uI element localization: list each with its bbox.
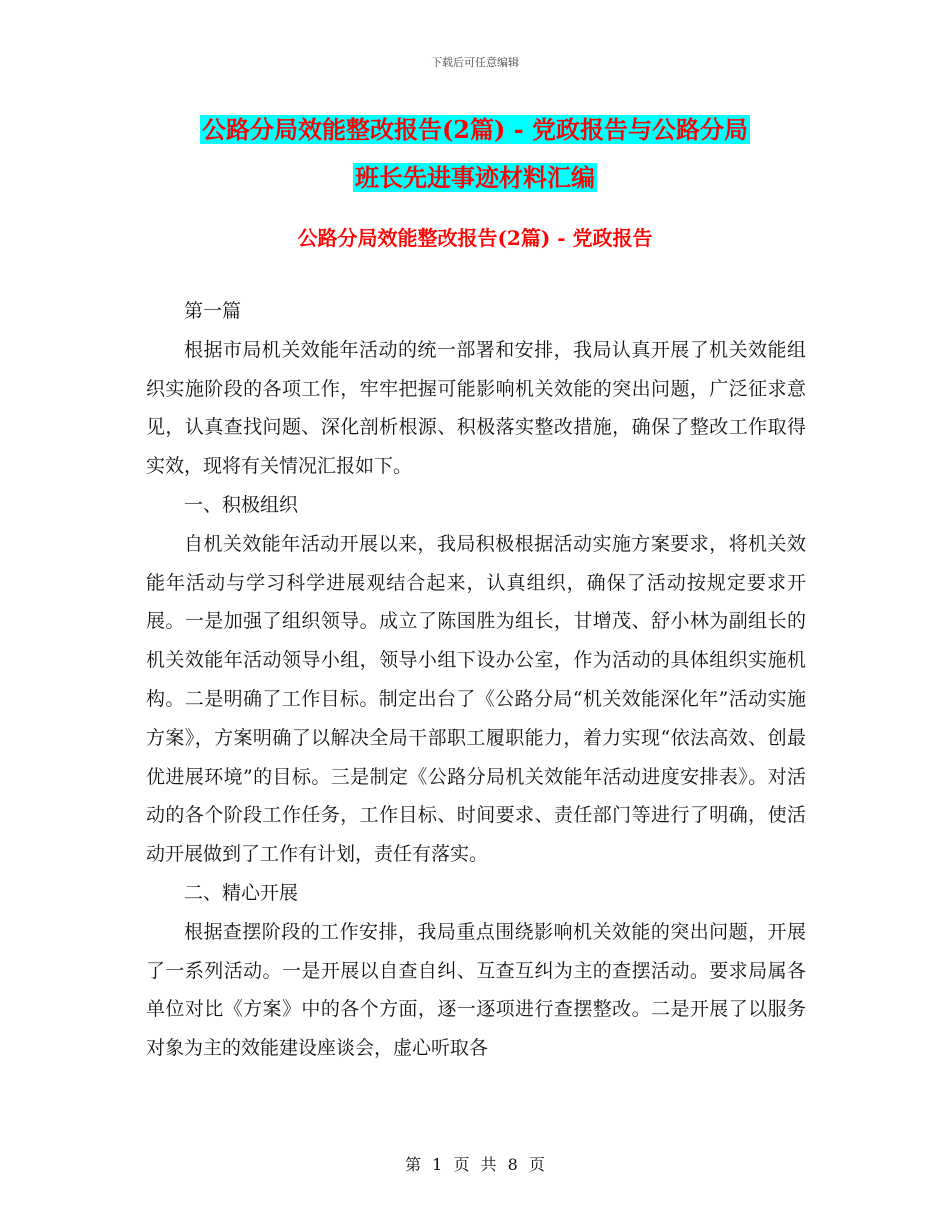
body-text <box>146 292 806 1068</box>
paragraph-part-label: 第一篇 <box>184 300 242 322</box>
paragraph-execution: 根据查摆阶段的工作安排，我局重点围绕影响机关效能的突出问题，开展了一系列活动。一是开展以自查自纠、互查互纠为主的查摆活动。要求局属各单位对比《方案》中的各个方面，逐一逐项进行查摆整改。二是开展了以服务对象为主的效能建设座谈会，虚心听取各 <box>146 920 806 1060</box>
heading-careful-execution: 二、精心开展 <box>184 881 299 904</box>
section-title: 公路分局效能整改报告(2篇) - 党政报告 <box>297 226 653 250</box>
main-title-line-1: 公路分局效能整改报告(2篇) - 党政报告与公路分局 <box>201 115 749 144</box>
heading-active-organization: 一、积极组织 <box>184 493 299 516</box>
page-footer: 第 1 页 共 8 页 <box>405 1155 545 1174</box>
main-title <box>0 106 950 202</box>
main-title-line-2: 班长先进事迹材料汇编 <box>355 163 595 192</box>
paragraph-intro: 根据市局机关效能年活动的统一部署和安排，我局认真开展了机关效能组织实施阶段的各项工作，牢牢把握可能影响机关效能的突出问题，广泛征求意见，认真查找问题、深化剖析根源、积极落实整改措施，确保了整改工作取得实效，现将有关情况汇报如下。 <box>146 338 806 478</box>
header-note: 下载后可任意编辑 <box>431 56 519 69</box>
paragraph-organization: 自机关效能年活动开展以来，我局积极根据活动实施方案要求，将机关效能年活动与学习科学进展观结合起来，认真组织，确保了活动按规定要求开展。一是加强了组织领导。成立了陈国胜为组长，甘增茂、舒小林为副组长的机关效能年活动领导小组，领导小组下设办公室，作为活动的具体组织实施机构。二是明确了工作目标。制定出台了《公路分局“机关效能深化年”活动实施方案》，方案明确了以解决全局干部职工履职能力，着力实现“依法高效、创最优进展环境”的目标。三是制定《公路分局机关效能年活动进度安排表》。对活动的各个阶段工作任务，工作目标、时间要求、责任部门等进行了明确，使活动开展做到了工作有计划，责任有落实。 <box>146 532 806 866</box>
